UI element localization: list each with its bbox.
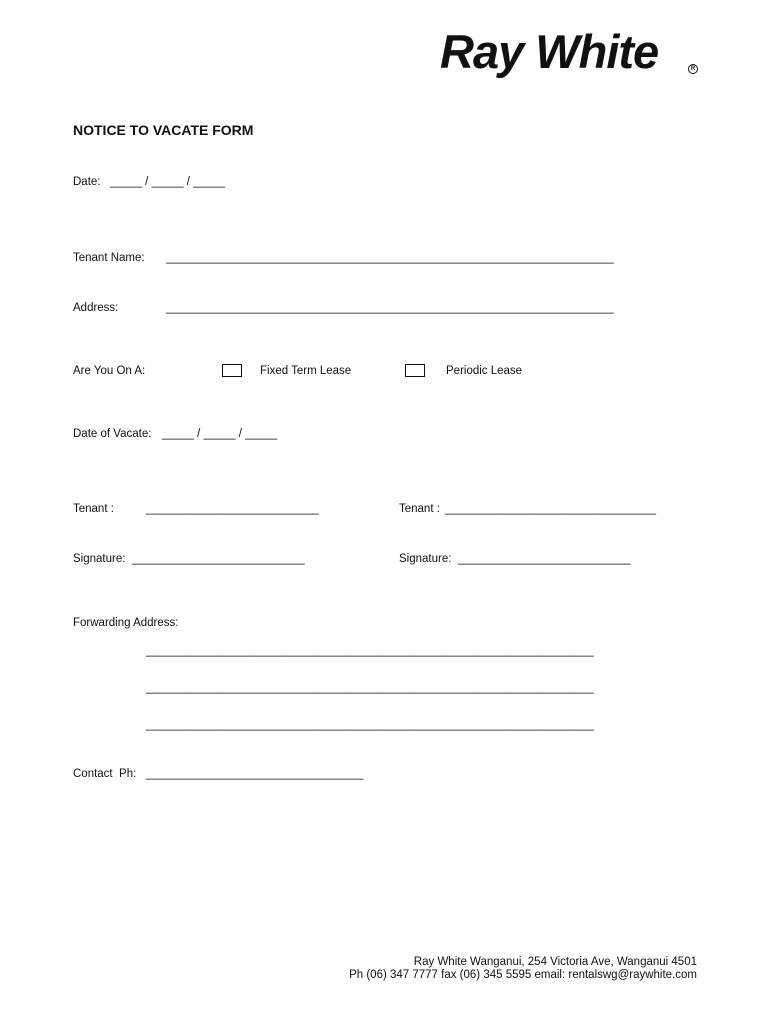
date-field[interactable]: _____ / _____ / _____ <box>110 176 226 188</box>
signature1-label: Signature: <box>73 553 126 565</box>
signature2-field[interactable]: ___________________________ <box>458 553 631 565</box>
date-of-vacate-label: Date of Vacate: <box>73 428 152 440</box>
address-label: Address: <box>73 302 119 314</box>
footer-contact: Ph (06) 347 7777 fax (06) 345 5595 email: rentalswg@raywhite.com <box>349 969 697 981</box>
form-title: NOTICE TO VACATE FORM <box>73 122 254 138</box>
fixed-term-label: Fixed Term Lease <box>260 365 352 377</box>
signature1-field[interactable]: ___________________________ <box>132 553 305 565</box>
address-field[interactable]: ______________________________________________________________________ <box>166 302 614 314</box>
forwarding-address-line-1[interactable]: ______________________________________________________________________ <box>146 645 594 657</box>
lease-type-label: Are You On A: <box>73 365 146 377</box>
contact-phone-field[interactable]: __________________________________ <box>146 768 364 780</box>
tenant2-label: Tenant : <box>399 503 440 515</box>
date-label: Date: <box>73 176 101 188</box>
footer-address: Ray White Wanganui, 254 Victoria Ave, Wanganui 4501 <box>413 956 697 968</box>
tenant-name-label: Tenant Name: <box>73 252 145 264</box>
tenant1-field[interactable]: ___________________________ <box>146 503 319 515</box>
forwarding-address-line-2[interactable]: ______________________________________________________________________ <box>146 682 594 694</box>
fixed-term-checkbox[interactable] <box>222 364 242 377</box>
forwarding-address-label: Forwarding Address: <box>73 617 179 629</box>
periodic-checkbox[interactable] <box>405 364 425 377</box>
registered-trademark-icon: R <box>688 64 698 74</box>
date-of-vacate-field[interactable]: _____ / _____ / _____ <box>162 428 278 440</box>
tenant2-field[interactable]: _________________________________ <box>445 503 657 515</box>
periodic-label: Periodic Lease <box>446 365 523 377</box>
forwarding-address-line-3[interactable]: ______________________________________________________________________ <box>146 719 594 731</box>
signature2-label: Signature: <box>399 553 452 565</box>
tenant-name-field[interactable]: ______________________________________________________________________ <box>166 252 614 264</box>
tenant1-label: Tenant : <box>73 503 114 515</box>
contact-phone-label: Contact Ph: <box>73 768 137 780</box>
ray-white-logo: Ray White <box>440 25 659 78</box>
